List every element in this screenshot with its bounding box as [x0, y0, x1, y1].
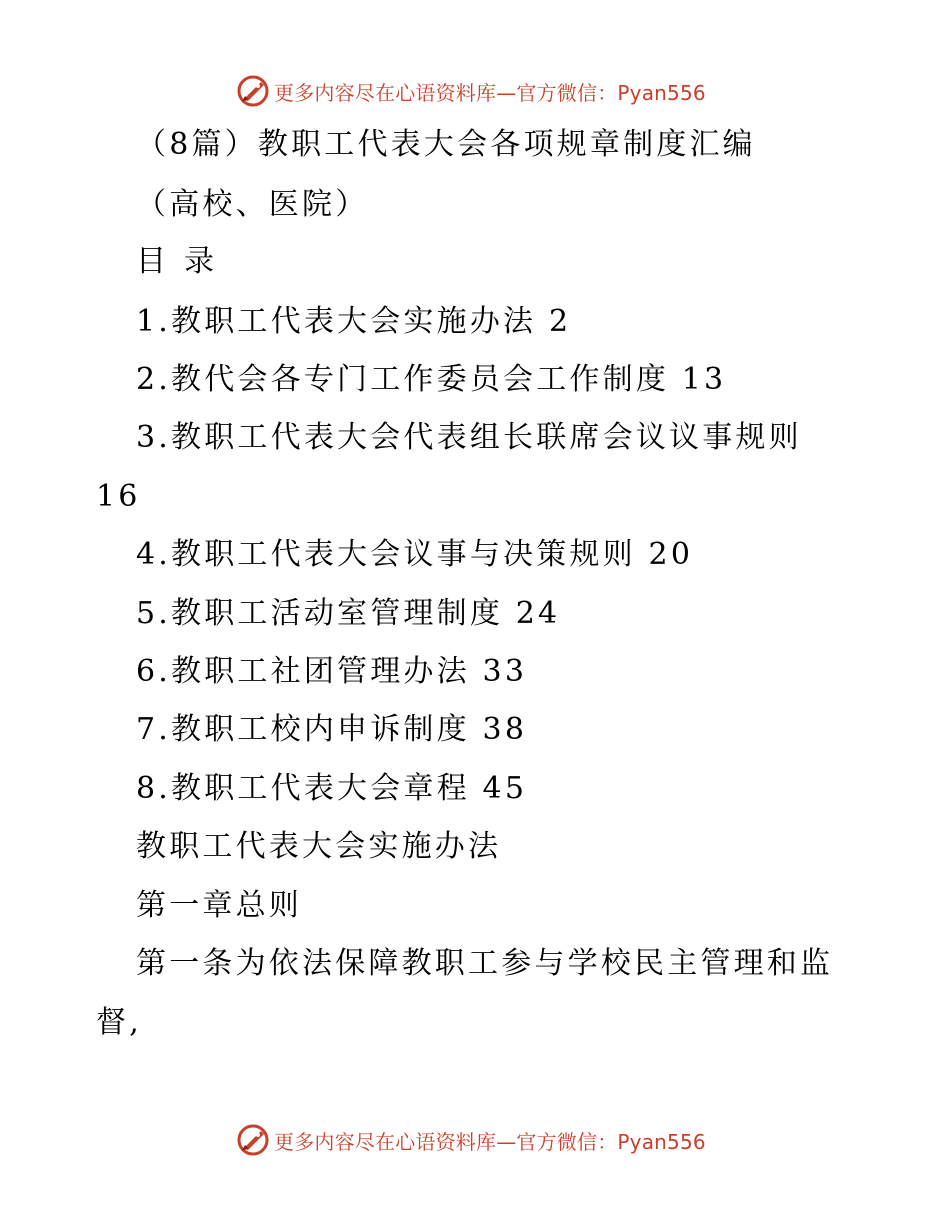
quill-pen-logo-icon [236, 74, 270, 108]
chapter-title: 第一章总则 [136, 888, 302, 923]
toc-item: 4.教职工代表大会议事与决策规则 20 [136, 537, 694, 572]
toc-item: 5.教职工活动室管理制度 24 [136, 596, 561, 631]
toc-item: 1.教职工代表大会实施办法 2 [136, 304, 572, 339]
banner-text: 更多内容尽在心语资料库—官方微信：Pyan556 [274, 1129, 706, 1154]
article-text-continuation: 督, [96, 1005, 142, 1040]
toc-item: 2.教代会各专门工作委员会工作制度 13 [136, 362, 727, 397]
document-title: （8篇）教职工代表大会各项规章制度汇编 [136, 127, 756, 162]
banner-text: 更多内容尽在心语资料库—官方微信：Pyan556 [274, 80, 706, 105]
toc-item: 7.教职工校内申诉制度 38 [136, 712, 528, 747]
toc-item: 3.教职工代表大会代表组长联席会议议事规则 [136, 420, 802, 455]
banner-content [236, 71, 706, 111]
toc-item: 8.教职工代表大会章程 45 [136, 771, 528, 806]
document-subtitle: （高校、医院） [136, 187, 369, 222]
toc-item-continuation: 16 [96, 479, 141, 514]
quill-pen-logo-icon [236, 1123, 270, 1157]
toc-item: 6.教职工社团管理办法 33 [136, 654, 528, 689]
header-banner [0, 71, 950, 111]
article-text: 第一条为依法保障教职工参与学校民主管理和监 [136, 946, 834, 981]
section-title: 教职工代表大会实施办法 [136, 829, 502, 864]
toc-heading: 目录 [136, 244, 232, 279]
footer-banner [0, 1120, 950, 1160]
banner-content [236, 1120, 706, 1160]
